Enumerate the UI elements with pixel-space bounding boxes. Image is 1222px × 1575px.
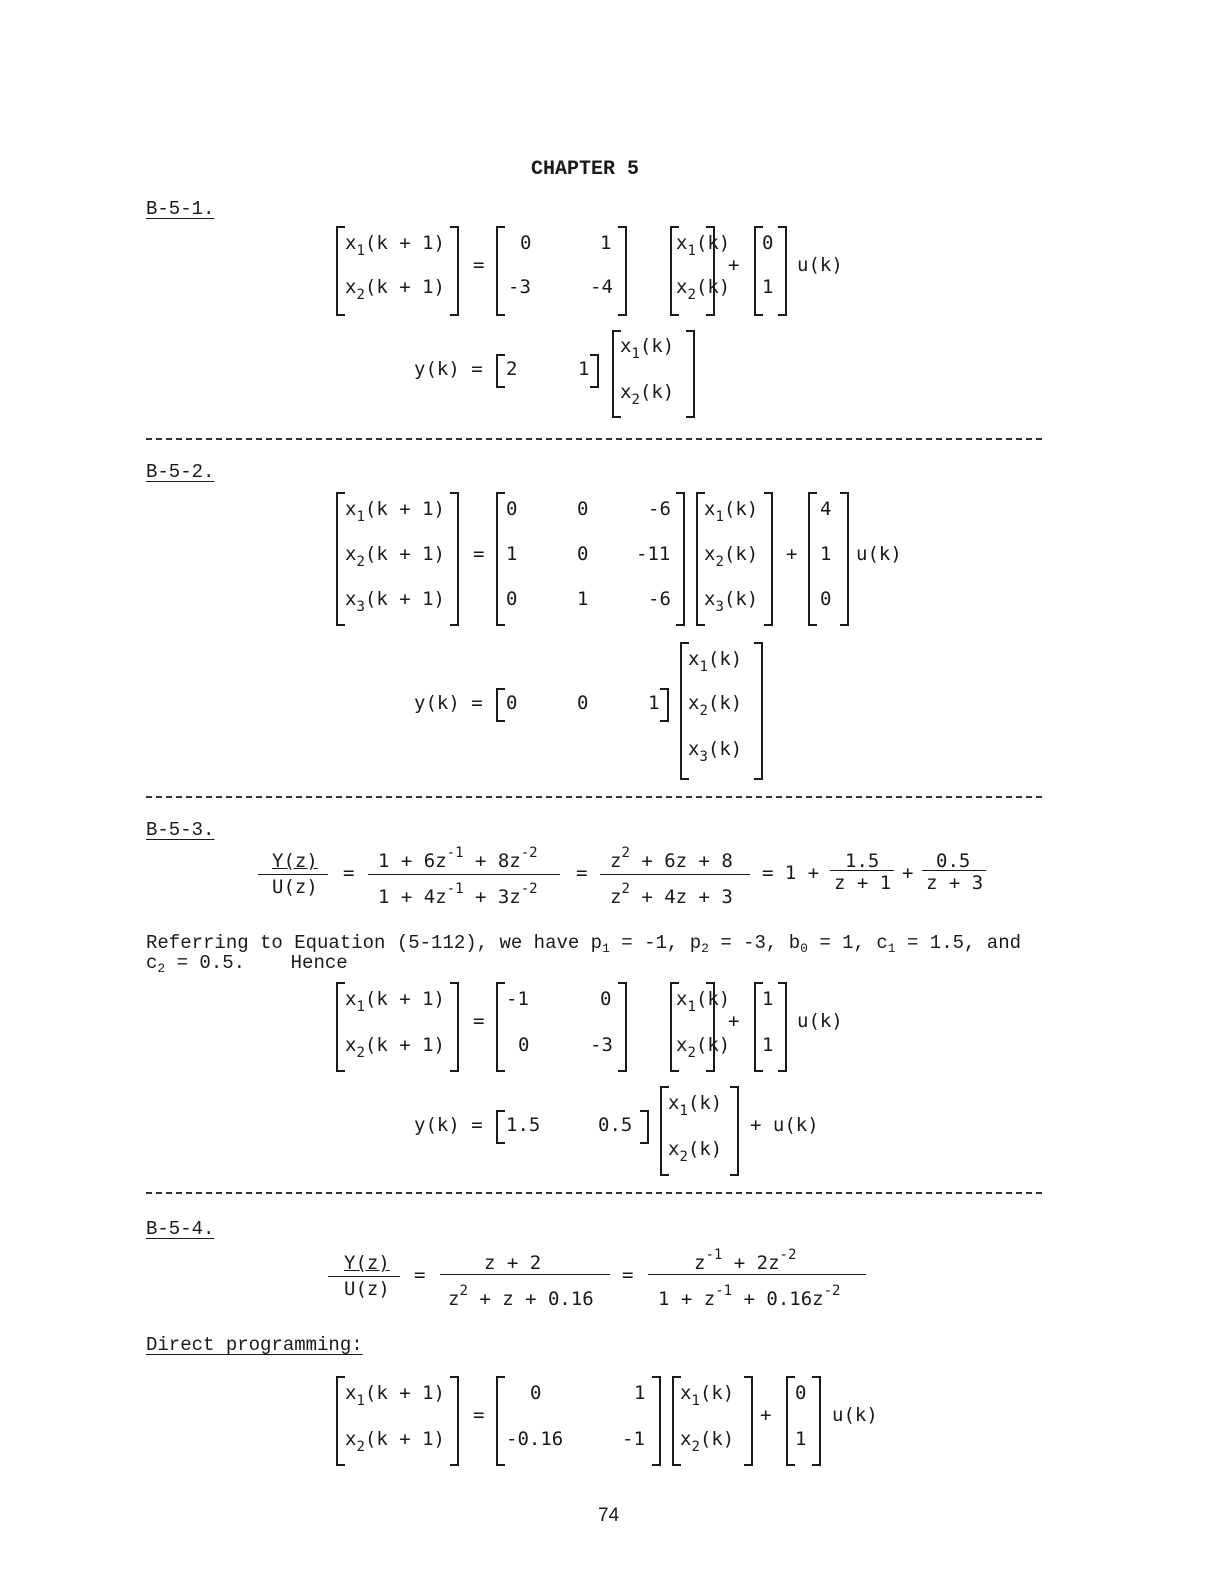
b4-x-row-2: $x_2(k)$ bbox=[680, 1428, 735, 1455]
b4-f2-num: $z^{-1} + 2z^{-2}$ bbox=[694, 1247, 797, 1274]
b3-input: u(k) bbox=[797, 1010, 843, 1032]
b3-pf1-num: 1.5 bbox=[845, 850, 880, 872]
b3-b-1: 1 bbox=[762, 988, 774, 1010]
problem-label-b-5-3: B-5-3. bbox=[146, 819, 215, 841]
b2-a-31: 0 bbox=[506, 588, 518, 610]
b1-c-1: 2 bbox=[506, 358, 518, 380]
equals-sign: = bbox=[414, 1264, 426, 1286]
b3-pf2-den: z + 3 bbox=[926, 872, 984, 894]
b4-lhs-row-2: $x_2(k + 1)$ bbox=[345, 1428, 445, 1455]
b3-a-11: -1 bbox=[506, 988, 529, 1010]
section-divider bbox=[146, 796, 1042, 798]
equals-sign: = bbox=[473, 1010, 485, 1032]
b4-b-2: 1 bbox=[795, 1428, 807, 1450]
b4-tf-den: U(z) bbox=[344, 1278, 390, 1300]
b3-f1-num: $1 + 6z^{-1} + 8z^{-2}$ bbox=[378, 845, 538, 872]
b3-a-22: -3 bbox=[590, 1034, 613, 1056]
equals-sign: = bbox=[576, 862, 588, 884]
b1-a-12: 1 bbox=[600, 232, 612, 254]
b1-a-22: -4 bbox=[590, 276, 613, 298]
b1-a-11: 0 bbox=[520, 232, 532, 254]
b1-input: u(k) bbox=[797, 254, 843, 276]
b2-c-2: 0 bbox=[577, 692, 589, 714]
b1-output-lhs: y(k) = bbox=[414, 358, 483, 380]
b4-input: u(k) bbox=[832, 1404, 878, 1426]
b2-b-2: 1 bbox=[820, 543, 832, 565]
b3-lhs-row-1: $x_1(k + 1)$ bbox=[345, 988, 445, 1015]
b3-output-lhs: y(k) = bbox=[414, 1114, 483, 1136]
equals-sign: = bbox=[473, 1404, 485, 1426]
b3-b-2: 1 bbox=[762, 1034, 774, 1056]
b1-lhs-row-1: $x_1(k + 1)$ bbox=[345, 232, 445, 259]
b1-y-x-row-1: $x_1(k)$ bbox=[620, 335, 675, 362]
b2-a-32: 1 bbox=[577, 588, 589, 610]
b4-a-21: -0.16 bbox=[506, 1428, 564, 1450]
problem-label-b-5-4: B-5-4. bbox=[146, 1218, 215, 1240]
b1-c-2: 1 bbox=[578, 358, 590, 380]
b3-a-12: 0 bbox=[600, 988, 612, 1010]
plus-sign: + bbox=[902, 862, 914, 884]
b3-x-row-2: $x_2(k)$ bbox=[676, 1034, 731, 1061]
b2-c-3: 1 bbox=[648, 692, 660, 714]
b2-b-1: 4 bbox=[820, 498, 832, 520]
b2-a-11: 0 bbox=[506, 498, 518, 520]
problem-label-b-5-2: B-5-2. bbox=[146, 461, 215, 483]
b2-x-row-3: $x_3(k)$ bbox=[704, 588, 759, 615]
b4-method: Direct programming: bbox=[146, 1334, 363, 1356]
chapter-title: CHAPTER 5 bbox=[531, 158, 640, 181]
equals-sign: = bbox=[473, 543, 485, 565]
b2-b-3: 0 bbox=[820, 588, 832, 610]
b1-x-row-2: $x_2(k)$ bbox=[676, 276, 731, 303]
equals-sign: = bbox=[343, 862, 355, 884]
equals-sign: = bbox=[622, 1264, 634, 1286]
b3-pf-one: = 1 + bbox=[762, 862, 820, 884]
b3-f1-den: $1 + 4z^{-1} + 3z^{-2}$ bbox=[378, 881, 538, 908]
b4-f1-den: $z^2 + z + 0.16$ bbox=[448, 1283, 594, 1310]
b2-y-x-row-3: $x_3(k)$ bbox=[688, 738, 743, 765]
b2-a-12: 0 bbox=[577, 498, 589, 520]
b3-pf1-den: z + 1 bbox=[834, 872, 892, 894]
b3-c-1: 1.5 bbox=[506, 1114, 541, 1136]
b3-tf-den: U(z) bbox=[272, 876, 318, 898]
b2-c-1: 0 bbox=[506, 692, 518, 714]
plus-sign: + bbox=[728, 1010, 740, 1032]
problem-label-b-5-1: B-5-1. bbox=[146, 198, 215, 220]
b1-b-1: 0 bbox=[762, 232, 774, 254]
b4-x-row-1: $x_1(k)$ bbox=[680, 1382, 735, 1409]
b3-c-2: 0.5 bbox=[598, 1114, 633, 1136]
b1-a-21: -3 bbox=[508, 276, 531, 298]
b2-y-x-row-1: $x_1(k)$ bbox=[688, 648, 743, 675]
b4-a-22: -1 bbox=[622, 1428, 645, 1450]
b3-f2-den: $z^2 + 4z + 3$ bbox=[610, 881, 733, 908]
b3-feedthrough: + u(k) bbox=[750, 1114, 819, 1136]
b3-text-line-2: $c_2 = 0.5$. Hence bbox=[146, 952, 348, 976]
b1-y-x-row-2: $x_2(k)$ bbox=[620, 381, 675, 408]
b1-b-2: 1 bbox=[762, 276, 774, 298]
b2-x-row-1: $x_1(k)$ bbox=[704, 498, 759, 525]
b2-lhs-row-3: $x_3(k + 1)$ bbox=[345, 588, 445, 615]
b3-f2-num: $z^2 + 6z + 8$ bbox=[610, 845, 733, 872]
b3-y-x-row-2: $x_2(k)$ bbox=[668, 1138, 723, 1165]
b2-lhs-row-1: $x_1(k + 1)$ bbox=[345, 498, 445, 525]
equals-sign: = bbox=[473, 254, 485, 276]
plus-sign: + bbox=[760, 1404, 772, 1426]
b2-output-lhs: y(k) = bbox=[414, 692, 483, 714]
b2-y-x-row-2: $x_2(k)$ bbox=[688, 692, 743, 719]
b3-tf-num: Y(z) bbox=[272, 850, 318, 872]
section-divider bbox=[146, 1192, 1042, 1194]
b2-a-33: -6 bbox=[648, 588, 671, 610]
b2-a-22: 0 bbox=[577, 543, 589, 565]
b4-f1-num: z + 2 bbox=[484, 1252, 542, 1274]
b2-a-23: -11 bbox=[636, 543, 671, 565]
b3-a-21: 0 bbox=[518, 1034, 530, 1056]
section-divider bbox=[146, 438, 1042, 440]
b2-a-13: -6 bbox=[648, 498, 671, 520]
b3-x-row-1: $x_1(k)$ bbox=[676, 988, 731, 1015]
b2-x-row-2: $x_2(k)$ bbox=[704, 543, 759, 570]
page-number: 74 bbox=[598, 1505, 620, 1526]
b4-a-11: 0 bbox=[530, 1382, 542, 1404]
b4-tf-num: Y(z) bbox=[344, 1252, 390, 1274]
b3-text-line-1: Referring to Equation (5-112), we have $p_1 = -1$, $p_2 = -3$, $b_0 = 1$, $c_1 = 1.5$, and bbox=[146, 932, 1022, 956]
b4-b-1: 0 bbox=[795, 1382, 807, 1404]
b3-pf2-num: 0.5 bbox=[936, 850, 971, 872]
b3-y-x-row-1: $x_1(k)$ bbox=[668, 1092, 723, 1119]
b3-lhs-row-2: $x_2(k + 1)$ bbox=[345, 1034, 445, 1061]
b2-a-21: 1 bbox=[506, 543, 518, 565]
b1-lhs-row-2: $x_2(k + 1)$ bbox=[345, 276, 445, 303]
b4-a-12: 1 bbox=[634, 1382, 646, 1404]
plus-sign: + bbox=[728, 254, 740, 276]
b1-x-row-1: $x_1(k)$ bbox=[676, 232, 731, 259]
b2-input: u(k) bbox=[856, 543, 902, 565]
plus-sign: + bbox=[786, 543, 798, 565]
b4-f2-den: $1 + z^{-1} + 0.16z^{-2}$ bbox=[658, 1283, 841, 1310]
b4-lhs-row-1: $x_1(k + 1)$ bbox=[345, 1382, 445, 1409]
b2-lhs-row-2: $x_2(k + 1)$ bbox=[345, 543, 445, 570]
